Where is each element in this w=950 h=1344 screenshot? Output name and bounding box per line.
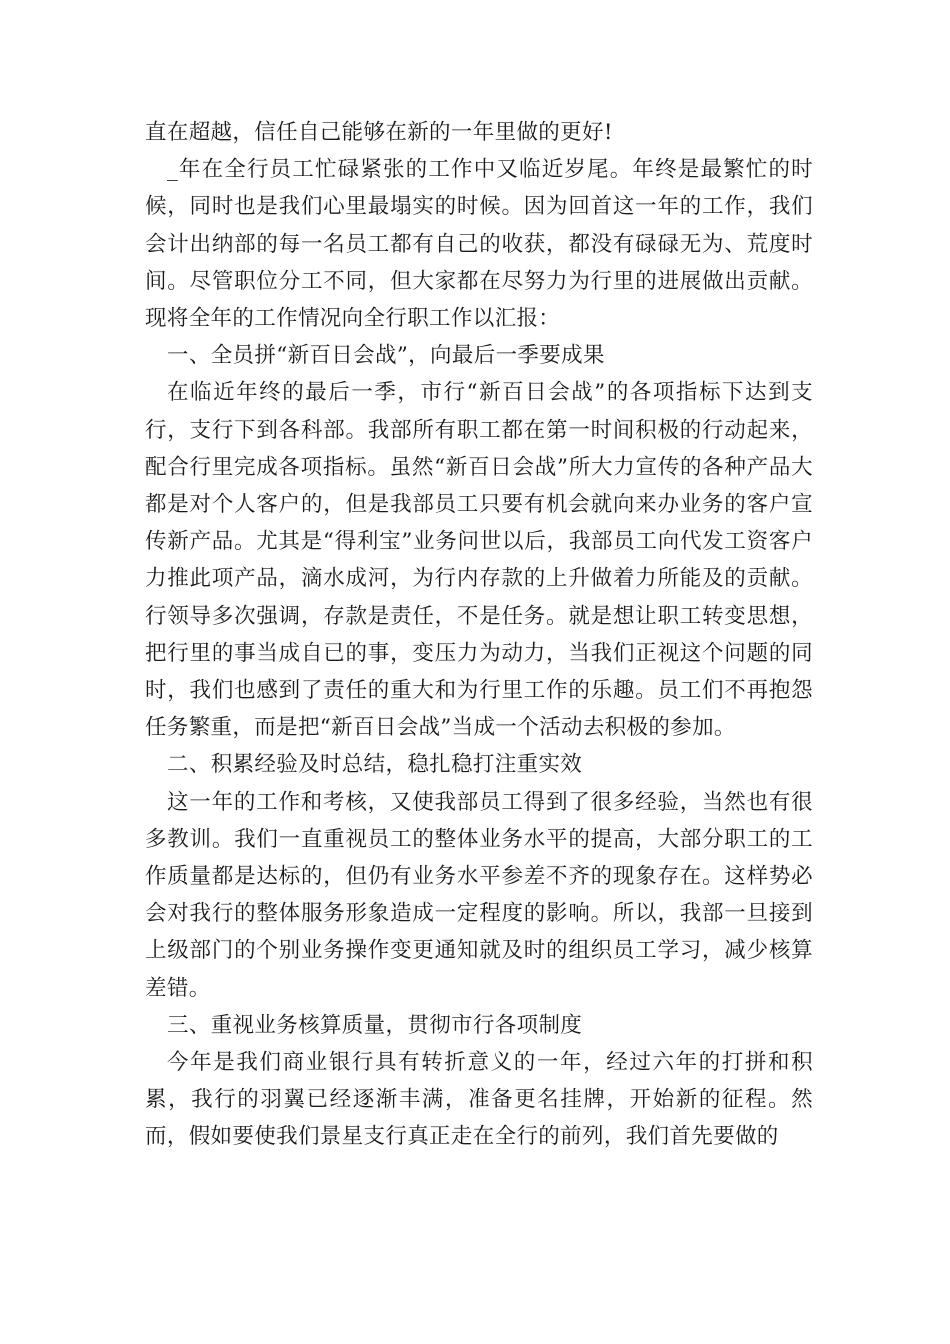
paragraph-intro: _年在全行员工忙碌紧张的工作中又临近岁尾。年终是最繁忙的时候，同时也是我们心里最塌实的时候。因为回首这一年的工作，我们会计出纳部的每一名员工都有自己的收获，都没有碌碌无为、荒度时间。尽管职位分工不同，但大家都在尽努力为行里的进展做出贡献。现将全年的工作情况向全行职工作以汇报： bbox=[145, 157, 813, 332]
document-page bbox=[145, 114, 813, 1156]
section-heading-1: 一、全员拼“新百日会战”，向最后一季要成果 bbox=[167, 343, 605, 369]
paragraph-continuation: 直在超越，信任自己能够在新的一年里做的更好! bbox=[145, 120, 613, 145]
section-heading-3: 三、重视业务核算质量，贯彻市行各项制度 bbox=[167, 1012, 583, 1038]
paragraph-section-1: 在临近年终的最后一季，市行“新百日会战”的各项指标下达到支行，支行下到各科部。我部所有职工都在第一时间积极的行动起来，配合行里完成各项指标。虽然“新百日会战”所大力宣传的各种产品大都是对个人客户的，但是我部员工只要有机会就向来办业务的客户宣传新产品。尤其是“得利宝”业务问世以后，我部员工向代发工资客户力推此项产品，滴水成河，为行内存款的上升做着力所能及的贡献。行领导多次强调，存款是责任，不是任务。就是想让职工转变思想，把行里的事当成自已的事，变压力为动力，当我们正视这个问题的同时，我们也感到了责任的重大和为行里工作的乐趣。员工们不再抱怨任务繁重，而是把“新百日会战”当成一个活动去积极的参加。 bbox=[145, 380, 813, 741]
paragraph-section-2: 这一年的工作和考核，又使我部员工得到了很多经验，当然也有很多教训。我们一直重视员工的整体业务水平的提高，大部分职工的工作质量都是达标的，但仍有业务水平参差不齐的现象存在。这样势必会对我行的整体服务形象造成一定程度的影响。所以，我部一旦接到上级部门的个别业务操作变更通知就及时的组织员工学习，减少核算差错。 bbox=[145, 789, 813, 1001]
paragraph-section-3: 今年是我们商业银行具有转折意义的一年，经过六年的打拼和积累，我行的羽翼已经逐渐丰满，准备更名挂牌，开始新的征程。然而，假如要使我们景星支行真正走在全行的前列，我们首先要做的 bbox=[145, 1050, 813, 1150]
section-heading-2: 二、积累经验及时总结，稳扎稳打注重实效 bbox=[167, 752, 583, 778]
